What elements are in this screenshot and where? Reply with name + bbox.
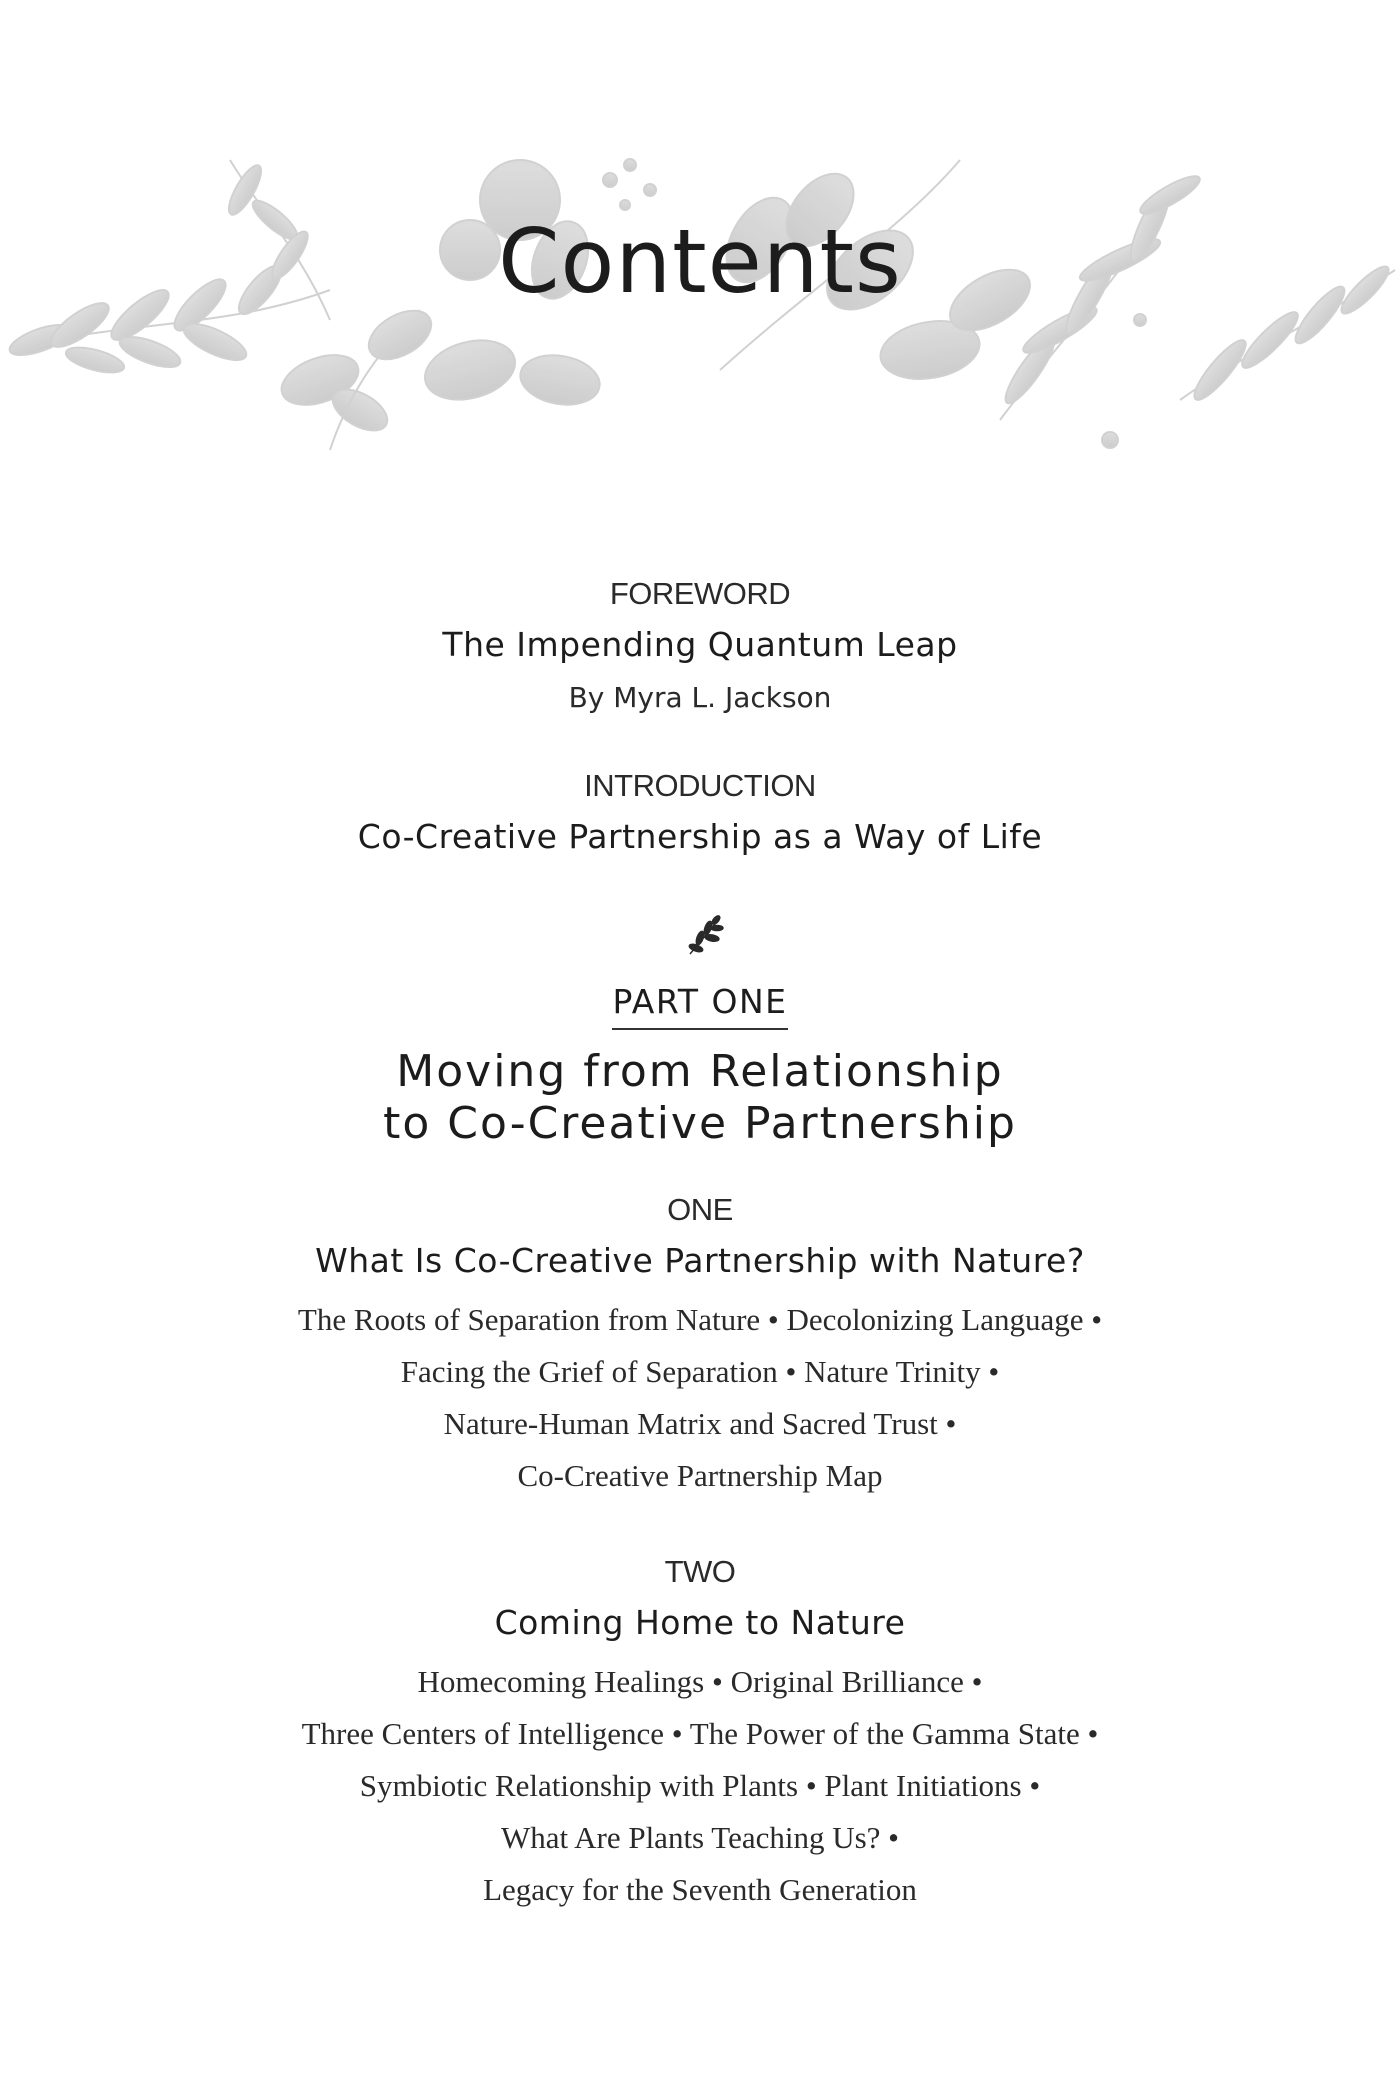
part-one-title-line-2[interactable]: to Co-Creative Partnership	[383, 1098, 1017, 1149]
chapter-one-topic-line: Facing the Grief of Separation • Nature Trinity •	[400, 1354, 1000, 1389]
chapter-two-topic-line: Homecoming Healings • Original Brilliance •	[417, 1664, 983, 1699]
part-one-title-line-1[interactable]: Moving from Relationship	[396, 1046, 1004, 1097]
foreword-byline: By Myra L. Jackson	[568, 681, 832, 714]
foreword-heading[interactable]: The Impending Quantum Leap	[442, 625, 958, 664]
chapter-one-heading[interactable]: What Is Co-Creative Partnership with Nature?	[315, 1241, 1085, 1280]
chapter-two-number: TWO	[664, 1554, 736, 1589]
chapter-two-topic-line: Symbiotic Relationship with Plants • Plant Initiations •	[359, 1768, 1041, 1803]
chapter-one-heading-row	[0, 1241, 1400, 1280]
chapter-two-section	[0, 1556, 1400, 1587]
introduction-heading[interactable]: Co-Creative Partnership as a Way of Life	[357, 817, 1043, 856]
chapter-two-topic-line: Legacy for the Seventh Generation	[483, 1872, 917, 1907]
introduction-heading-row	[0, 817, 1400, 856]
introduction-label: INTRODUCTION	[584, 768, 816, 803]
foreword-heading-row	[0, 625, 1400, 664]
chapter-one-topics	[0, 1294, 1400, 1502]
chapter-two-heading-row	[0, 1603, 1400, 1642]
foreword-section	[0, 578, 1400, 609]
chapter-one-topic-line: Co-Creative Partnership Map	[517, 1458, 883, 1493]
part-one-label: PART ONE	[612, 985, 787, 1030]
leaf-sprig-icon	[686, 912, 726, 956]
chapter-one-topic-line: Nature-Human Matrix and Sacred Trust •	[443, 1406, 957, 1441]
foreword-byline-row	[0, 681, 1400, 714]
chapter-one-number: ONE	[667, 1192, 733, 1227]
part-one-title	[0, 1046, 1400, 1150]
chapter-one-section	[0, 1194, 1400, 1225]
part-one-section	[0, 982, 1400, 1030]
chapter-two-heading[interactable]: Coming Home to Nature	[494, 1603, 906, 1642]
chapter-two-topics	[0, 1656, 1400, 1916]
chapter-two-topic-line: What Are Plants Teaching Us? •	[500, 1820, 900, 1855]
chapter-two-topic-line: Three Centers of Intelligence • The Power of the Gamma State •	[301, 1716, 1099, 1751]
foreword-label: FOREWORD	[609, 576, 791, 611]
introduction-section	[0, 770, 1400, 801]
page-title: Contents	[498, 210, 902, 313]
chapter-one-topic-line: The Roots of Separation from Nature • Decolonizing Language •	[297, 1302, 1103, 1337]
